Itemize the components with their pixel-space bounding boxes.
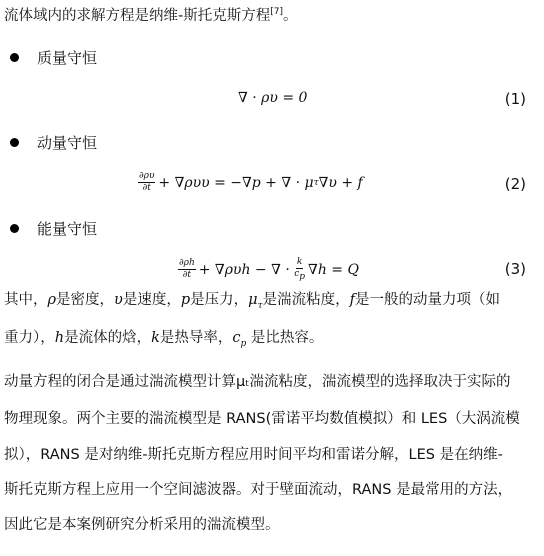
symbol: μ <box>248 292 258 308</box>
text: 是压力， <box>190 292 249 308</box>
bullet-icon <box>10 53 19 62</box>
fraction-numerator: ∂ρυ <box>139 171 155 181</box>
definitions-line-1 <box>4 290 500 316</box>
equation-continuity: ∇ · ρυ = 0 <box>238 90 308 106</box>
conductivity-fraction <box>294 257 305 283</box>
symbol: ρ <box>47 292 57 308</box>
text: 是密度， <box>56 292 115 308</box>
paragraph-line: 拟），RANS 是对纳维-斯托克斯方程应用时间平均和雷诺分解，LES 是在纳维- <box>4 447 503 463</box>
definitions-line-2 <box>4 328 323 354</box>
intro-sentence: 流体域内的求解方程是纳维-斯托克斯方程 <box>4 7 271 24</box>
fraction-numerator: k <box>296 257 303 267</box>
equation-body: + ∇ρυh − ∇ · <box>198 261 290 278</box>
section-label: 质量守恒 <box>37 48 98 67</box>
reference-mark[interactable]: [7] <box>270 7 283 17</box>
equation-number: (2) <box>504 175 526 193</box>
intro-text <box>4 2 297 26</box>
text: 重力）， <box>4 330 55 346</box>
fraction-numerator: ∂ρh <box>179 258 195 269</box>
equation-energy <box>178 257 359 283</box>
symbol: p <box>180 292 191 308</box>
denominator-symbol: c <box>294 269 300 279</box>
bullet-icon <box>10 224 19 233</box>
text: 是一般的动量力项（如 <box>354 292 500 308</box>
section-momentum-conservation <box>4 131 97 153</box>
symbol: c <box>232 330 241 346</box>
symbol: h <box>54 330 65 346</box>
text: 是流体的焓， <box>64 330 152 346</box>
paragraph-line: 物理现象。两个主要的湍流模型是 RANS(雷诺平均数值模拟）和 LES（大涡流模 <box>4 411 520 427</box>
section-label: 能量守恒 <box>37 219 98 238</box>
symbol: f <box>349 292 355 308</box>
paragraph-line: 动量方程的闭合是通过湍流模型计算μₜ湍流粘度，湍流模型的选择取决于实际的 <box>4 374 511 390</box>
section-energy-conservation <box>4 217 97 239</box>
text: 是速度， <box>122 292 181 308</box>
equation-momentum <box>138 171 363 194</box>
subscript: p <box>240 338 247 349</box>
text: 是比热容。 <box>246 330 324 346</box>
equation-tail: ∇h = Q <box>308 261 359 278</box>
equation-number: (3) <box>504 260 526 278</box>
fraction-denominator: ∂t <box>142 183 151 193</box>
subscript: τ <box>257 300 263 311</box>
subscript: τ <box>313 177 319 188</box>
paragraph-line: 斯托克斯方程上应用一个空间滤波器。对于壁面流动，RANS 是最常用的方法， <box>4 482 513 498</box>
equation-number: (1) <box>504 90 526 108</box>
time-derivative-fraction <box>138 171 155 194</box>
intro-period: 。 <box>282 7 298 24</box>
section-label: 动量守恒 <box>37 133 98 152</box>
equation-body: + ∇ρυυ = −∇p + ∇ · μ <box>158 174 314 191</box>
symbol: k <box>151 330 160 346</box>
text: 是热导率， <box>159 330 233 346</box>
fraction-denominator <box>294 269 305 283</box>
subscript: p <box>299 271 306 282</box>
equation-tail: ∇υ + f <box>318 174 363 191</box>
time-derivative-fraction <box>178 258 196 281</box>
symbol: υ <box>114 292 123 308</box>
bullet-icon <box>10 138 19 147</box>
section-mass-conservation <box>4 46 97 68</box>
text: 是湍流粘度， <box>262 292 350 308</box>
paragraph-line: 因此它是本案例研究分析采用的湍流模型。 <box>4 517 280 533</box>
text: 其中， <box>4 292 48 308</box>
fraction-denominator: ∂t <box>182 270 192 281</box>
